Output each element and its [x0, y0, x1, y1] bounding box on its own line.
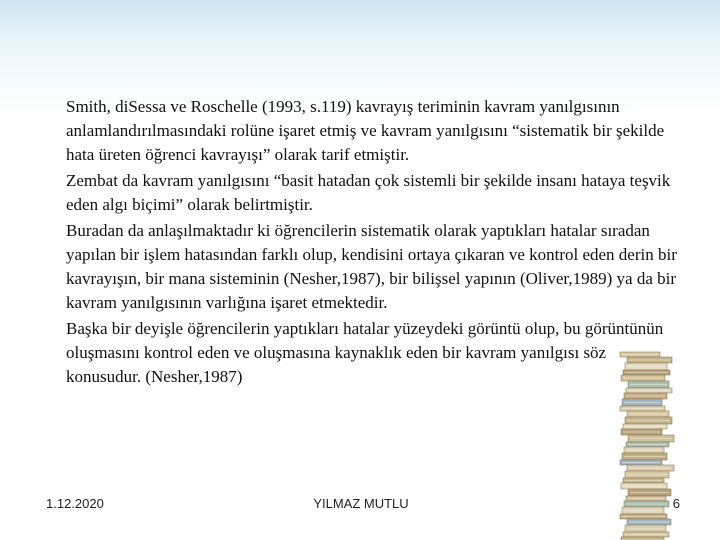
slide-number: 6 [672, 496, 680, 511]
footer-author: YILMAZ MUTLU [313, 496, 409, 511]
footer-date: 1.12.2020 [46, 496, 104, 511]
book-stack-icon [614, 348, 678, 540]
slide-body [66, 95, 682, 391]
paragraph-2: Zembat da kavram yanılgısını “basit hatadan çok sistemli bir şekilde insanı hataya teşvik eden algı biçimi” olarak belirtmiştir. [66, 171, 671, 214]
paragraph-4: Başka bir deyişle öğrencilerin yaptıkları hatalar yüzeydeki görüntü olup, bu görüntünün oluşmasını kontrol eden ve oluşmasına kaynaklık eden bir kavram yanılgısı söz konusudur. (Nesher,1987) [66, 319, 664, 386]
paragraph-1: Smith, diSessa ve Roschelle (1993, s.119) kavrayış teriminin kavram yanılgısının anlamlandırılmasındaki rolüne işaret etmiş ve kavram yanılgısını “sistematik bir şekilde hata üreten öğrenci kavrayışı” olarak tarif etmiştir. [66, 97, 665, 164]
paragraph-3: Buradan da anlaşılmaktadır ki öğrencilerin sistematik olarak yaptıkları hatalar sıradan yapılan bir işlem hatasından farklı olup, kendisini ortaya çıkaran ve kontrol eden derin bir kavrayışın, bir mana sisteminin (Nesher,1987), bir bilişsel yapının (Oliver,1989) ya da bir kavram yanılgısının varlığına işaret etmektedir. [66, 221, 677, 312]
